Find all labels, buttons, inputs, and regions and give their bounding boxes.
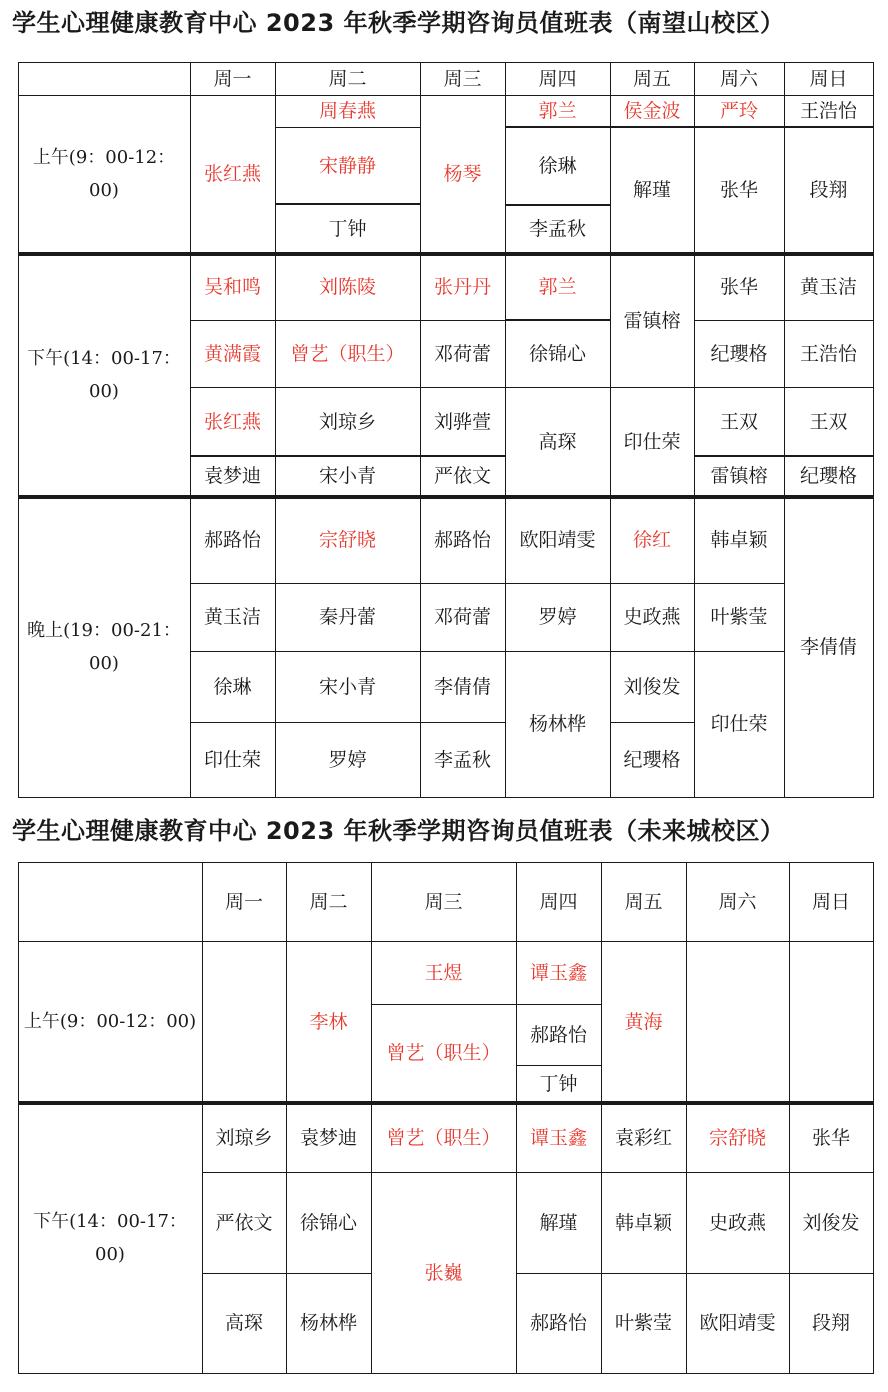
grid-line — [873, 62, 874, 798]
duty-cell: 徐琳 — [213, 675, 252, 698]
duty-cell: 侯金波 — [623, 100, 681, 122]
duty-cell: 徐锦心 — [528, 342, 586, 365]
grid-line — [873, 862, 874, 1374]
duty-cell: 欧阳靖雯 — [699, 1312, 776, 1334]
duty-cell: 李倩倩 — [799, 636, 857, 658]
duty-cell: 郝路怡 — [529, 1023, 587, 1046]
duty-cell: 段翔 — [809, 179, 848, 201]
duty-cell: 叶紫莹 — [710, 606, 768, 628]
duty-cell: 叶紫莹 — [614, 1312, 672, 1334]
duty-cell: 韩卓颖 — [710, 529, 768, 551]
duty-cell: 严依文 — [433, 465, 491, 487]
day-header: 周四 — [539, 890, 578, 913]
duty-cell: 纪瓔格 — [799, 465, 857, 487]
time-slot-label: 晚上(19：00-21：00) — [27, 620, 181, 674]
day-header: 周五 — [632, 67, 671, 90]
duty-cell: 郭兰 — [538, 276, 577, 298]
duty-cell: 纪瓔格 — [623, 748, 681, 771]
duty-cell: 邓荷蕾 — [433, 342, 491, 365]
duty-cell: 刘陈陵 — [318, 276, 376, 298]
duty-cell: 宋静静 — [318, 154, 376, 177]
duty-cell: 张红燕 — [203, 163, 261, 185]
duty-cell: 欧阳靖雯 — [519, 529, 596, 551]
duty-cell: 史政燕 — [623, 606, 681, 628]
duty-cell: 邓荷蕾 — [433, 606, 491, 628]
duty-cell: 纪瓔格 — [710, 342, 768, 365]
duty-cell: 雷镇榕 — [710, 465, 768, 487]
duty-cell: 郝路怡 — [203, 529, 261, 551]
duty-cell: 曾艺（职生） — [290, 342, 405, 365]
day-header: 周二 — [328, 67, 367, 90]
day-header: 周六 — [719, 67, 758, 90]
duty-cell: 刘琼乡 — [215, 1126, 273, 1149]
duty-cell: 解瑾 — [632, 179, 671, 201]
duty-cell: 宗舒晓 — [708, 1126, 766, 1149]
duty-cell: 刘俊发 — [802, 1211, 860, 1234]
duty-cell: 宋小青 — [318, 465, 376, 487]
duty-cell: 袁梦迪 — [203, 465, 261, 487]
schedule-title-weilai: 学生心理健康教育中心 2023 年秋季学期咨询员值班表（未来城校区） — [12, 817, 785, 845]
duty-cell: 谭玉鑫 — [529, 961, 587, 984]
duty-cell: 印仕荣 — [710, 713, 768, 735]
duty-cell: 张华 — [811, 1126, 850, 1149]
duty-cell: 张华 — [719, 276, 758, 298]
duty-cell: 李倩倩 — [433, 675, 491, 698]
duty-cell: 雷镇榕 — [623, 309, 681, 332]
duty-cell: 高琛 — [538, 430, 577, 453]
duty-cell: 徐锦心 — [299, 1211, 357, 1234]
duty-cell: 黄海 — [624, 1010, 663, 1033]
day-header: 周日 — [811, 890, 850, 913]
duty-cell: 印仕荣 — [623, 430, 681, 453]
day-header: 周一 — [213, 67, 252, 90]
duty-cell: 袁彩红 — [614, 1126, 672, 1149]
duty-cell: 曾艺（职生） — [386, 1126, 501, 1149]
day-header: 周六 — [718, 890, 757, 913]
day-header: 周二 — [309, 890, 348, 913]
grid-line — [18, 1373, 874, 1374]
duty-cell: 王双 — [719, 410, 758, 433]
schedule-title-nanwang: 学生心理健康教育中心 2023 年秋季学期咨询员值班表（南望山校区） — [12, 9, 785, 37]
duty-cell: 袁梦迪 — [299, 1126, 357, 1149]
duty-cell: 郝路怡 — [433, 529, 491, 551]
duty-cell: 吴和鸣 — [203, 276, 261, 298]
time-slot-label: 下午(14：00-17：00) — [33, 1211, 187, 1265]
day-header: 周四 — [538, 67, 577, 90]
duty-cell: 黄玉洁 — [799, 276, 857, 298]
duty-cell: 刘琼乡 — [318, 410, 376, 433]
duty-cell: 王双 — [809, 410, 848, 433]
empty-cell — [686, 941, 789, 1102]
day-header: 周一 — [224, 890, 263, 913]
duty-cell: 张华 — [719, 179, 758, 201]
duty-cell: 李林 — [309, 1010, 348, 1033]
duty-cell: 王煜 — [424, 961, 463, 984]
duty-cell: 谭玉鑫 — [529, 1126, 587, 1149]
duty-cell: 解瑾 — [539, 1211, 578, 1234]
duty-cell: 郝路怡 — [529, 1312, 587, 1334]
duty-cell: 曾艺（职生） — [386, 1042, 501, 1064]
duty-cell: 丁钟 — [539, 1073, 578, 1095]
day-header: 周五 — [624, 890, 663, 913]
time-slot-label: 上午(9：00-12：00) — [23, 1011, 197, 1032]
duty-cell: 周春燕 — [318, 100, 376, 122]
duty-cell: 罗婷 — [328, 748, 367, 771]
duty-cell: 黄满霞 — [203, 342, 261, 365]
grid-line — [18, 797, 874, 798]
empty-cell — [789, 941, 873, 1102]
duty-cell: 王浩怡 — [799, 342, 857, 365]
day-header: 周日 — [809, 67, 848, 90]
duty-cell: 严依文 — [215, 1211, 273, 1234]
duty-cell: 刘俊发 — [623, 675, 681, 698]
duty-cell: 杨林桦 — [528, 713, 586, 735]
time-slot-label: 下午(14：00-17：00) — [27, 348, 181, 402]
duty-cell: 张红燕 — [203, 410, 261, 433]
duty-cell: 张巍 — [424, 1261, 463, 1284]
duty-cell: 李孟秋 — [528, 218, 586, 240]
duty-cell: 韩卓颖 — [614, 1211, 672, 1234]
duty-cell: 郭兰 — [538, 100, 577, 122]
duty-cell: 刘骅萱 — [433, 410, 491, 433]
duty-cell: 严玲 — [719, 100, 758, 122]
duty-cell: 宗舒晓 — [318, 529, 376, 551]
duty-cell: 段翔 — [811, 1312, 850, 1334]
duty-cell: 高琛 — [224, 1312, 263, 1334]
day-header: 周三 — [443, 67, 482, 90]
duty-cell: 黄玉洁 — [203, 606, 261, 628]
duty-cell: 徐红 — [632, 529, 671, 551]
duty-cell: 史政燕 — [708, 1211, 766, 1234]
duty-cell: 印仕荣 — [203, 748, 261, 771]
duty-cell: 王浩怡 — [799, 100, 857, 122]
duty-cell: 徐琳 — [538, 155, 577, 177]
day-header: 周三 — [424, 890, 463, 913]
duty-cell: 张丹丹 — [433, 276, 491, 298]
duty-cell: 李孟秋 — [433, 748, 491, 771]
duty-cell: 杨琴 — [443, 163, 482, 185]
duty-cell: 宋小青 — [318, 675, 376, 698]
empty-cell — [202, 941, 286, 1102]
duty-cell: 秦丹蕾 — [318, 606, 376, 628]
duty-cell: 罗婷 — [538, 606, 577, 628]
time-slot-label: 上午(9：00-12：00) — [32, 147, 176, 201]
duty-cell: 丁钟 — [328, 218, 367, 240]
duty-cell: 杨林桦 — [299, 1312, 357, 1334]
